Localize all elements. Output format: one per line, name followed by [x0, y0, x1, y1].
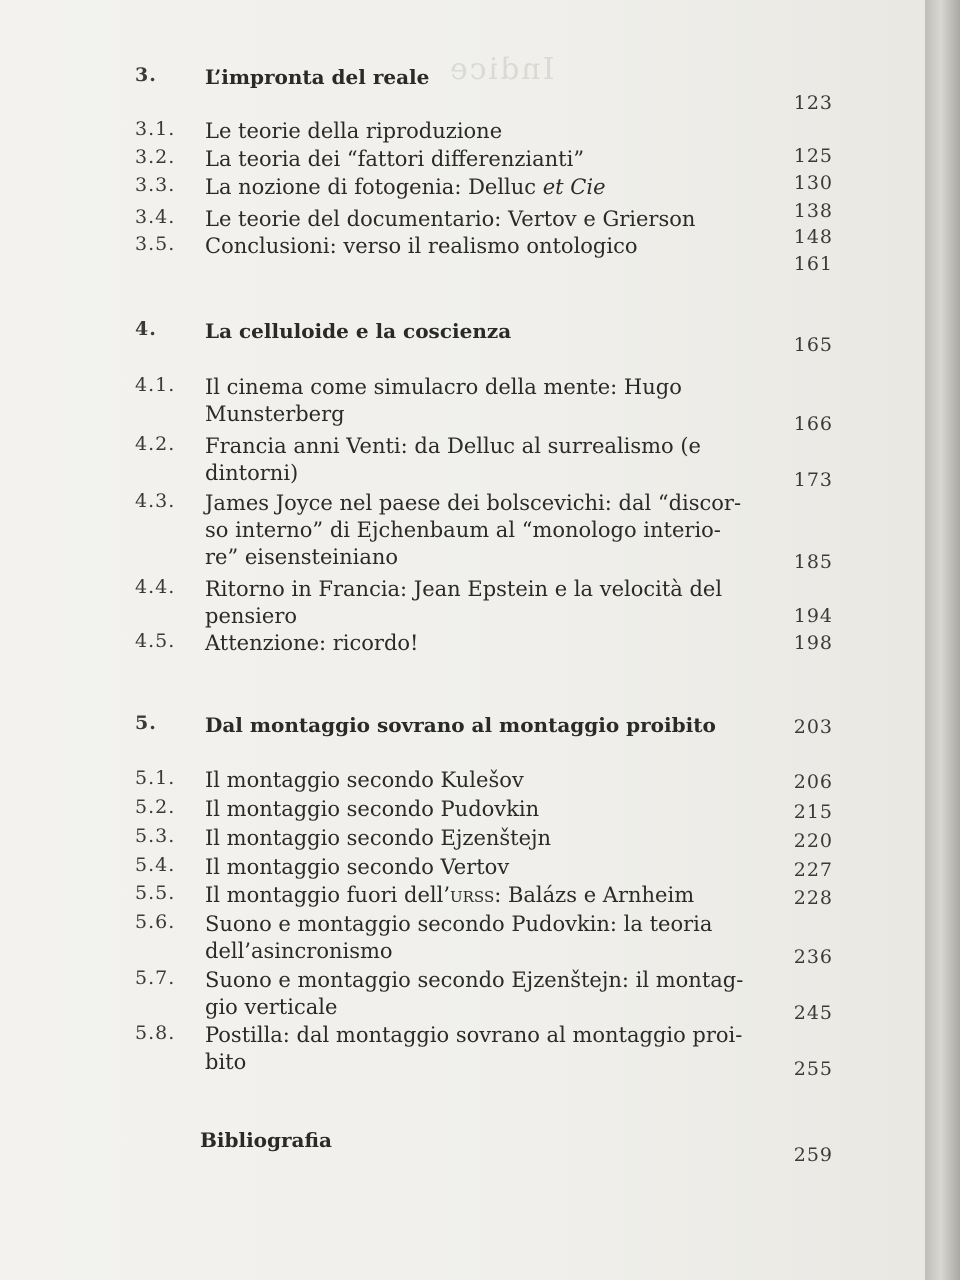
entry-page: 185 [793, 551, 833, 573]
entry-number: 5.1. [135, 767, 176, 789]
entry-title: Postilla: dal montaggio sovrano al montaggio proi- bito [205, 1023, 743, 1074]
entry-page: 228 [793, 887, 833, 909]
entry-number: 5.6. [135, 911, 176, 933]
chapter-title: La celluloide e la coscienza [205, 319, 512, 343]
entry-number: 3.2. [135, 146, 176, 168]
entry-page: 215 [793, 801, 833, 823]
entry-title: La nozione di fotogenia: Delluc et Cie [205, 175, 606, 199]
entry-page: 245 [793, 1002, 833, 1024]
entry-number: 4.3. [135, 490, 176, 512]
entry-title: Suono e montaggio secondo Pudovkin: la teoria dell’asincronismo [205, 912, 713, 963]
chapter-page: 123 [793, 92, 833, 114]
book-spine-edge [925, 0, 960, 1280]
entry-page: 198 [793, 632, 833, 654]
entry-number: 4.5. [135, 630, 176, 652]
entry-number: 5.2. [135, 796, 176, 818]
entry-title: Le teorie della riproduzione [205, 119, 503, 143]
entry-number: 5.4. [135, 854, 176, 876]
entry-number: 4.2. [135, 433, 176, 455]
chapter-page: 165 [793, 334, 833, 356]
entry-page: 130 [793, 172, 833, 194]
show-through-text: Indice [448, 52, 555, 87]
entry-title: Suono e montaggio secondo Ejzenštejn: il montag- gio verticale [205, 968, 744, 1019]
entry-page: 220 [793, 830, 833, 852]
bibliography-page: 259 [793, 1144, 833, 1166]
entry-title: La teoria dei “fattori differenzianti” [205, 147, 585, 171]
entry-number: 4.4. [135, 576, 176, 598]
entry-title: Conclusioni: verso il realismo ontologico [205, 234, 638, 258]
entry-number: 3.5. [135, 233, 176, 255]
entry-page: 255 [793, 1058, 833, 1080]
entry-title: Il montaggio secondo Vertov [205, 855, 510, 879]
entry-page: 236 [793, 946, 833, 968]
entry-page: 161 [793, 253, 833, 275]
entry-title: Il montaggio fuori dell’urss: Balázs e Arnheim [205, 883, 695, 907]
chapter-number: 5. [135, 712, 157, 734]
entry-page: 125 [793, 145, 833, 167]
entry-title: Il montaggio secondo Ejzenštejn [205, 826, 552, 850]
entry-page: 138 [793, 200, 833, 222]
entry-number: 3.1. [135, 118, 176, 140]
entry-title: Francia anni Venti: da Delluc al surrealismo (e dintorni) [205, 434, 701, 485]
chapter-title: L’impronta del reale [205, 65, 430, 89]
chapter-number: 3. [135, 64, 157, 86]
entry-title: Il montaggio secondo Pudovkin [205, 797, 540, 821]
entry-page: 227 [793, 859, 833, 881]
entry-number: 3.3. [135, 174, 176, 196]
entry-title: James Joyce nel paese dei bolscevichi: dal “discor- so interno” di Ejchenbaum al “monologo interio- re” eisensteiniano [205, 491, 742, 569]
entry-page: 173 [793, 469, 833, 491]
entry-title: Attenzione: ricordo! [205, 631, 419, 655]
line-2: Munsterberg [205, 402, 345, 426]
entry-number: 4.1. [135, 374, 176, 396]
chapter-number: 4. [135, 318, 157, 340]
chapter-title: Dal montaggio sovrano al montaggio proibito [205, 713, 716, 737]
entry-title: Le teorie del documentario: Vertov e Grierson [205, 207, 696, 231]
entry-page: 194 [793, 605, 833, 627]
entry-title: Il montaggio secondo Kulešov [205, 768, 524, 792]
entry-title: Ritorno in Francia: Jean Epstein e la velocità del pensiero [205, 577, 723, 628]
entry-page: 206 [793, 771, 833, 793]
entry-number: 5.8. [135, 1022, 176, 1044]
bibliography-title: Bibliografia [200, 1128, 333, 1152]
line-1: Il cinema come simulacro della mente: Hugo [205, 375, 682, 399]
entry-page: 166 [793, 413, 833, 435]
entry-page: 148 [793, 226, 833, 248]
entry-number: 5.3. [135, 825, 176, 847]
chapter-page: 203 [793, 716, 833, 738]
entry-number: 5.5. [135, 882, 176, 904]
entry-title [205, 374, 753, 428]
entry-number: 5.7. [135, 967, 176, 989]
entry-number: 3.4. [135, 206, 176, 228]
